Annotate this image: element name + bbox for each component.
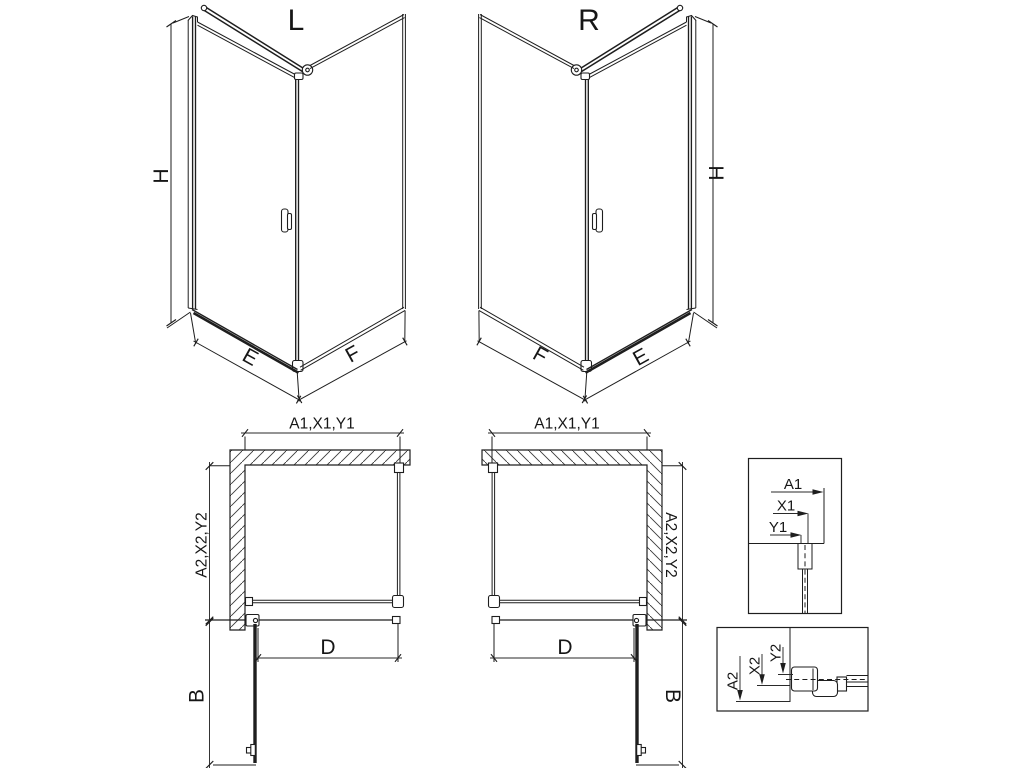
dim-label-front-right: E (629, 343, 653, 371)
version-label-right: R (578, 4, 600, 37)
detail-a1-label: A1 (783, 476, 803, 493)
plan-right-projection: B (661, 688, 684, 704)
plan-left-opening: D (320, 636, 336, 659)
plan-right-opening: D (557, 636, 573, 659)
plan-right-top-dims: A1,X1,Y1 (534, 415, 600, 433)
plan-left-projection: B (185, 688, 209, 704)
plan-view-right (482, 429, 687, 768)
plan-left-side-dims: A2,X2,Y2 (193, 512, 211, 578)
detail-y1-label: Y1 (768, 519, 788, 536)
detail-x1-label: X1 (776, 497, 796, 515)
detail-a2-label: A2 (724, 671, 742, 691)
plan-view-left (205, 429, 410, 768)
detail-x2-label: X2 (746, 656, 764, 676)
dim-label-height-right: H (704, 165, 727, 181)
dim-label-height-left: H (150, 168, 173, 184)
detail-bottom-rail (717, 628, 868, 712)
dim-label-side-left: F (341, 341, 365, 368)
iso-view-left (167, 5, 408, 403)
version-label-left: L (287, 4, 305, 37)
detail-y2-label: Y2 (767, 643, 785, 663)
dim-label-side-right: F (528, 342, 552, 369)
dim-label-front-left: E (238, 343, 262, 371)
plan-left-top-dims: A1,X1,Y1 (289, 415, 355, 433)
plan-right-side-dims: A2,X2,Y2 (662, 512, 679, 578)
iso-view-right (477, 5, 718, 403)
